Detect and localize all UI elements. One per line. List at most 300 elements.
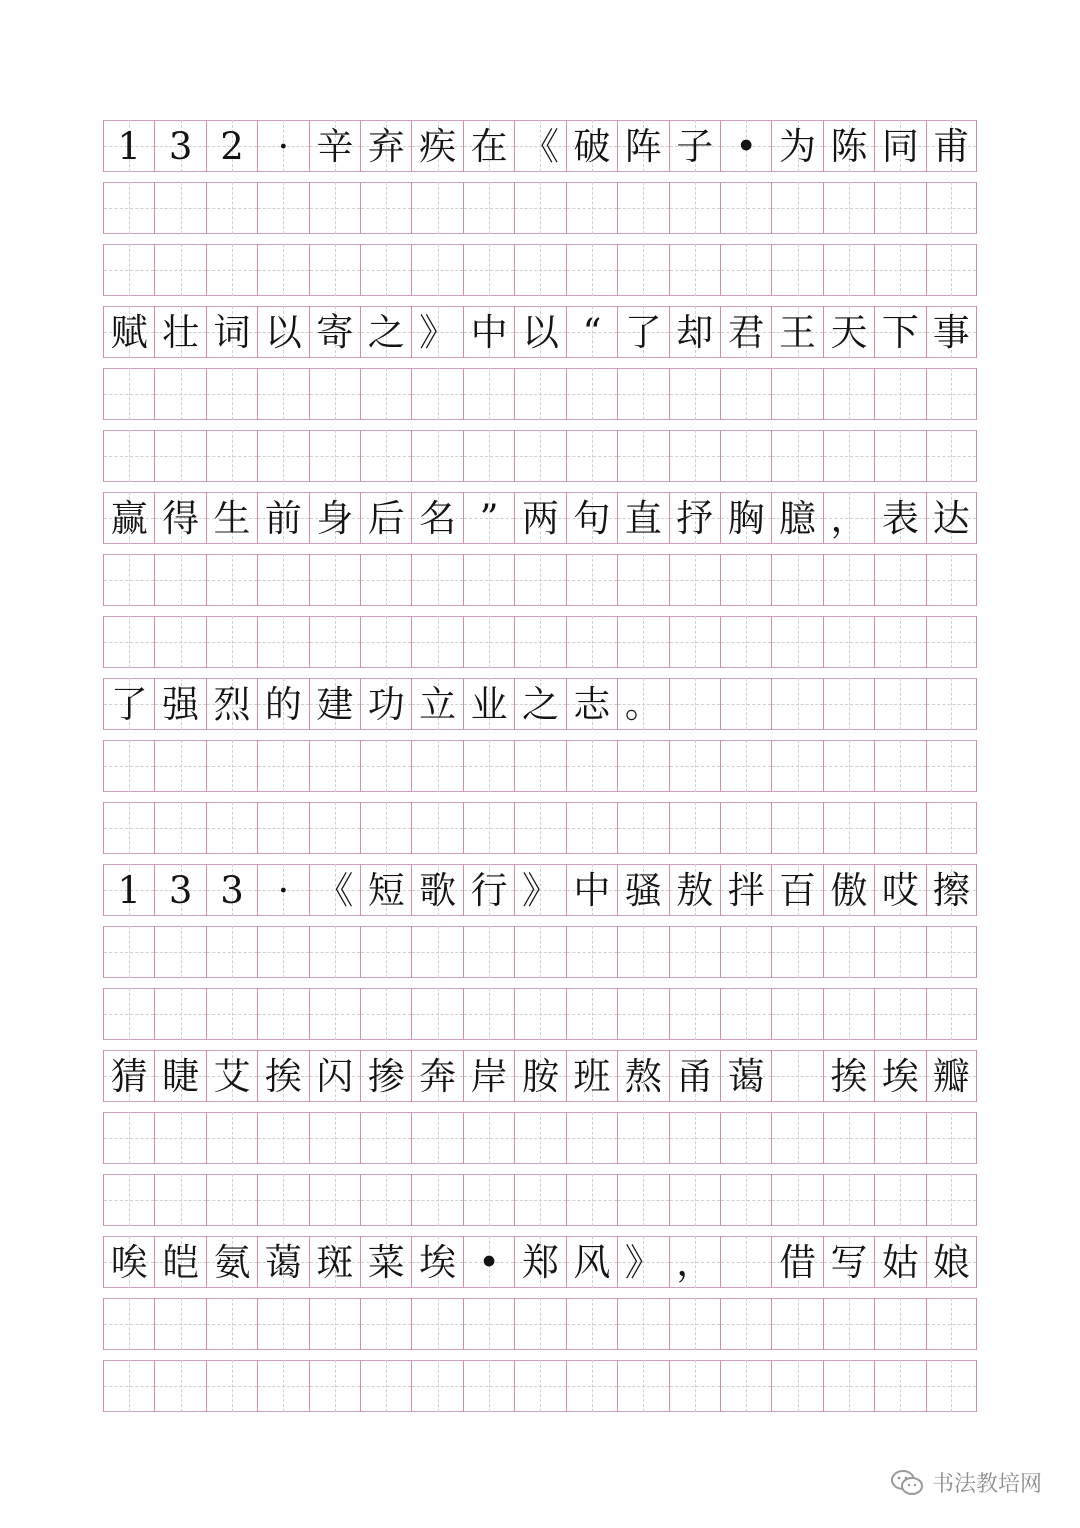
- character: 奔: [419, 1054, 457, 1098]
- grid-cell: [874, 182, 925, 234]
- grid-cell: [823, 368, 874, 420]
- character: 建: [316, 682, 354, 726]
- grid-cell: [823, 678, 874, 730]
- grid-cell: [463, 306, 514, 358]
- grid-cell: [617, 678, 668, 730]
- grid-cell: [206, 864, 257, 916]
- character: 甫: [932, 124, 970, 168]
- grid-cell: [566, 430, 617, 482]
- grid-cell: [154, 554, 205, 606]
- grid-cell: [154, 926, 205, 978]
- character: 在: [470, 124, 508, 168]
- grid-cell: [360, 1112, 411, 1164]
- character: 中: [470, 310, 508, 354]
- grid-cell: [360, 430, 411, 482]
- grid-cell: [720, 740, 771, 792]
- grid-cell: [206, 120, 257, 172]
- character: 得: [162, 496, 200, 540]
- text-row: [103, 678, 977, 730]
- grid-cell: [514, 182, 565, 234]
- grid-cell: [926, 492, 977, 544]
- character: 擦: [932, 868, 970, 912]
- grid-cell: [463, 368, 514, 420]
- grid-cell: [874, 616, 925, 668]
- grid-cell: [771, 430, 822, 482]
- character: 唉: [110, 1240, 148, 1284]
- grid-cell: [360, 864, 411, 916]
- character: 了: [110, 682, 148, 726]
- blank-row: [103, 244, 977, 296]
- grid-cell: [360, 616, 411, 668]
- grid-cell: [566, 492, 617, 544]
- blank-row: [103, 988, 977, 1040]
- grid-cell: [154, 430, 205, 482]
- grid-cell: [720, 182, 771, 234]
- grid-cell: [257, 1236, 308, 1288]
- character: 陈: [830, 124, 868, 168]
- grid-cell: [309, 1360, 360, 1412]
- grid-cell: [514, 1360, 565, 1412]
- grid-cell: [463, 554, 514, 606]
- grid-cell: [257, 926, 308, 978]
- grid-cell: [874, 492, 925, 544]
- grid-cell: [206, 1112, 257, 1164]
- grid-cell: [926, 244, 977, 296]
- grid-cell: [360, 120, 411, 172]
- grid-cell: [257, 1050, 308, 1102]
- watermark-text: 书法教培网: [931, 1472, 1042, 1497]
- grid-cell: [206, 306, 257, 358]
- grid-cell: [617, 1112, 668, 1164]
- grid-cell: [309, 1050, 360, 1102]
- grid-cell: [411, 678, 462, 730]
- grid-cell: [309, 1236, 360, 1288]
- grid-cell: [103, 492, 154, 544]
- grid-cell: [720, 554, 771, 606]
- grid-cell: [669, 306, 720, 358]
- character: 蔼: [727, 1054, 765, 1098]
- character: 词: [213, 310, 251, 354]
- wechat-icon: [890, 1469, 924, 1497]
- grid-cell: [463, 926, 514, 978]
- grid-cell: [103, 430, 154, 482]
- grid-cell: [926, 988, 977, 1040]
- grid-cell: [514, 1050, 565, 1102]
- grid-cell: [669, 554, 720, 606]
- grid-cell: [103, 926, 154, 978]
- grid-cell: [874, 678, 925, 730]
- grid-cell: [463, 430, 514, 482]
- grid-cell: [360, 1174, 411, 1226]
- grid-cell: [617, 554, 668, 606]
- grid-cell: [411, 182, 462, 234]
- character: 天: [830, 310, 868, 354]
- grid-cell: [617, 120, 668, 172]
- grid-cell: [771, 740, 822, 792]
- grid-cell: [103, 988, 154, 1040]
- character: ，: [830, 496, 868, 540]
- grid-cell: [103, 120, 154, 172]
- grid-cell: [463, 802, 514, 854]
- grid-cell: [103, 306, 154, 358]
- grid-cell: [771, 1112, 822, 1164]
- grid-cell: [823, 1236, 874, 1288]
- grid-cell: [514, 554, 565, 606]
- character: 子: [676, 124, 714, 168]
- grid-cell: [617, 182, 668, 234]
- grid-cell: [566, 802, 617, 854]
- grid-cell: [463, 1174, 514, 1226]
- grid-cell: [154, 1360, 205, 1412]
- grid-cell: [514, 492, 565, 544]
- grid-cell: [411, 616, 462, 668]
- grid-cell: [154, 1112, 205, 1164]
- grid-cell: [154, 616, 205, 668]
- grid-cell: [206, 1298, 257, 1350]
- grid-cell: [926, 182, 977, 234]
- grid-cell: [309, 802, 360, 854]
- character: 百: [779, 868, 817, 912]
- character: 挨: [830, 1054, 868, 1098]
- grid-cell: [926, 926, 977, 978]
- character: [670, 678, 720, 730]
- character: 《: [521, 124, 559, 168]
- grid-cell: [823, 430, 874, 482]
- grid-cell: [206, 1236, 257, 1288]
- grid-cell: [206, 368, 257, 420]
- grid-cell: [103, 802, 154, 854]
- character: 赋: [110, 310, 148, 354]
- character: 埃: [881, 1054, 919, 1098]
- character: 弃: [367, 124, 405, 168]
- grid-cell: [257, 1298, 308, 1350]
- grid-cell: [617, 1050, 668, 1102]
- character: 胺: [521, 1054, 559, 1098]
- grid-cell: [617, 926, 668, 978]
- character: 以: [264, 310, 302, 354]
- grid-cell: [514, 1174, 565, 1226]
- grid-cell: [257, 802, 308, 854]
- grid-cell: [874, 368, 925, 420]
- grid-cell: [514, 1112, 565, 1164]
- grid-cell: [257, 492, 308, 544]
- grid-cell: [411, 1360, 462, 1412]
- grid-cell: [257, 1112, 308, 1164]
- character: [721, 1236, 771, 1288]
- grid-cell: [360, 678, 411, 730]
- grid-cell: [103, 182, 154, 234]
- grid-cell: [926, 1236, 977, 1288]
- character: 功: [367, 682, 405, 726]
- grid-cell: [514, 244, 565, 296]
- grid-cell: [103, 1112, 154, 1164]
- grid-cell: [411, 306, 462, 358]
- character: 的: [264, 682, 302, 726]
- character: 3: [168, 124, 193, 168]
- grid-cell: [823, 244, 874, 296]
- grid-cell: [257, 864, 308, 916]
- grid-cell: [309, 1112, 360, 1164]
- grid-cell: [514, 802, 565, 854]
- grid-cell: [823, 1298, 874, 1350]
- grid-cell: [514, 306, 565, 358]
- grid-cell: [720, 244, 771, 296]
- grid-cell: [926, 740, 977, 792]
- grid-cell: [823, 120, 874, 172]
- grid-cell: [514, 120, 565, 172]
- grid-cell: [360, 802, 411, 854]
- grid-cell: [411, 1236, 462, 1288]
- character: 3: [220, 868, 244, 912]
- grid-cell: [411, 988, 462, 1040]
- grid-cell: [360, 1360, 411, 1412]
- grid-cell: [154, 182, 205, 234]
- character: 甬: [676, 1054, 714, 1098]
- grid-cell: [360, 492, 411, 544]
- grid-cell: [309, 678, 360, 730]
- grid-cell: [720, 616, 771, 668]
- grid-cell: [514, 740, 565, 792]
- grid-cell: [463, 1360, 514, 1412]
- character: 中: [573, 868, 611, 912]
- grid-cell: [514, 864, 565, 916]
- grid-cell: [669, 182, 720, 234]
- grid-cell: [874, 1298, 925, 1350]
- grid-cell: [360, 368, 411, 420]
- grid-cell: [206, 182, 257, 234]
- character: 郑: [521, 1240, 559, 1284]
- grid-cell: [309, 368, 360, 420]
- blank-row: [103, 1360, 977, 1412]
- character: 破: [573, 124, 611, 168]
- grid-cell: [309, 182, 360, 234]
- character: 拌: [727, 868, 765, 912]
- grid-cell: [411, 554, 462, 606]
- grid-cell: [669, 1360, 720, 1412]
- grid-cell: [926, 802, 977, 854]
- character: 猜: [110, 1054, 148, 1098]
- grid-cell: [720, 864, 771, 916]
- blank-row: [103, 182, 977, 234]
- grid-cell: [926, 368, 977, 420]
- grid-cell: [617, 988, 668, 1040]
- grid-cell: [926, 554, 977, 606]
- character: [772, 1050, 822, 1102]
- character: 了: [624, 310, 662, 354]
- character: [927, 678, 976, 730]
- character: 生: [213, 496, 251, 540]
- grid-cell: [309, 740, 360, 792]
- grid-cell: [411, 864, 462, 916]
- grid-cell: [669, 492, 720, 544]
- grid-cell: [514, 616, 565, 668]
- grid-cell: [206, 926, 257, 978]
- grid-cell: [720, 678, 771, 730]
- grid-cell: [566, 1360, 617, 1412]
- grid-cell: [257, 244, 308, 296]
- grid-cell: [360, 988, 411, 1040]
- grid-cell: [411, 492, 462, 544]
- grid-cell: [463, 1050, 514, 1102]
- character: 1: [117, 868, 141, 912]
- grid-cell: [720, 1360, 771, 1412]
- blank-row: [103, 368, 977, 420]
- character: 短: [367, 868, 405, 912]
- grid-cell: [154, 802, 205, 854]
- character: 抒: [676, 496, 714, 540]
- grid-cell: [257, 988, 308, 1040]
- grid-cell: [360, 1298, 411, 1350]
- grid-cell: [154, 492, 205, 544]
- grid-cell: [720, 1112, 771, 1164]
- grid-cell: [669, 1236, 720, 1288]
- grid-cell: [309, 926, 360, 978]
- grid-cell: [771, 368, 822, 420]
- character: [875, 678, 925, 730]
- text-row: [103, 1236, 977, 1288]
- grid-cell: [823, 554, 874, 606]
- grid-cell: [103, 1360, 154, 1412]
- grid-cell: [669, 616, 720, 668]
- character: 同: [881, 124, 919, 168]
- character: 身: [316, 496, 354, 540]
- grid-cell: [823, 492, 874, 544]
- grid-cell: [720, 430, 771, 482]
- character: 下: [881, 310, 919, 354]
- grid-cell: [669, 678, 720, 730]
- character: 骚: [624, 868, 662, 912]
- character: 岸: [470, 1054, 508, 1098]
- character: 名: [419, 496, 457, 540]
- grid-cell: [154, 1298, 205, 1350]
- grid-cell: [926, 1174, 977, 1226]
- grid-cell: [411, 1112, 462, 1164]
- character: 疾: [419, 124, 457, 168]
- grid-cell: [926, 1298, 977, 1350]
- grid-cell: [411, 740, 462, 792]
- grid-cell: [771, 492, 822, 544]
- grid-cell: [411, 1050, 462, 1102]
- grid-cell: [103, 864, 154, 916]
- grid-cell: [823, 802, 874, 854]
- grid-cell: [154, 740, 205, 792]
- grid-cell: [926, 1360, 977, 1412]
- grid-cell: [926, 864, 977, 916]
- character: 强: [162, 682, 200, 726]
- blank-row: [103, 554, 977, 606]
- grid-cell: [566, 1112, 617, 1164]
- grid-cell: [874, 244, 925, 296]
- character: 熬: [624, 1054, 662, 1098]
- grid-cell: [566, 988, 617, 1040]
- blank-row: [103, 740, 977, 792]
- grid-cell: [103, 1298, 154, 1350]
- grid-cell: [257, 616, 308, 668]
- character: ·: [277, 868, 290, 912]
- character: 之: [521, 682, 559, 726]
- character: 》: [419, 310, 457, 354]
- grid-cell: [463, 1298, 514, 1350]
- character: 表: [881, 496, 919, 540]
- grid-cell: [823, 306, 874, 358]
- character: 3: [168, 868, 193, 912]
- grid-cell: [309, 306, 360, 358]
- character: 前: [264, 496, 302, 540]
- grid-cell: [257, 1360, 308, 1412]
- character: •: [735, 124, 758, 168]
- character: 娘: [932, 1240, 970, 1284]
- grid-cell: [206, 244, 257, 296]
- character: 2: [220, 124, 244, 168]
- grid-cell: [360, 740, 411, 792]
- grid-cell: [309, 864, 360, 916]
- blank-row: [103, 802, 977, 854]
- character: 写: [830, 1240, 868, 1284]
- grid-cell: [771, 1174, 822, 1226]
- grid-cell: [669, 1112, 720, 1164]
- grid-cell: [720, 1174, 771, 1226]
- grid-cell: [669, 740, 720, 792]
- grid-cell: [771, 926, 822, 978]
- grid-cell: [617, 802, 668, 854]
- character: [721, 678, 771, 730]
- character: 直: [624, 496, 662, 540]
- grid-cell: [154, 1174, 205, 1226]
- character: 1: [117, 124, 141, 168]
- grid-cell: [720, 1236, 771, 1288]
- grid-cell: [771, 802, 822, 854]
- character: “: [582, 310, 602, 354]
- grid-cell: [823, 740, 874, 792]
- grid-cell: [360, 926, 411, 978]
- grid-cell: [566, 120, 617, 172]
- grid-cell: [360, 1050, 411, 1102]
- grid-cell: [154, 306, 205, 358]
- grid-cell: [720, 368, 771, 420]
- grid-cell: [720, 988, 771, 1040]
- character: 辛: [316, 124, 354, 168]
- text-row: [103, 864, 977, 916]
- grid-cell: [669, 120, 720, 172]
- character: 班: [573, 1054, 611, 1098]
- character: 达: [932, 496, 970, 540]
- grid-cell: [309, 988, 360, 1040]
- character: 句: [573, 496, 611, 540]
- character: 》: [521, 868, 559, 912]
- grid-cell: [566, 1298, 617, 1350]
- grid-cell: [154, 678, 205, 730]
- grid-cell: [206, 616, 257, 668]
- grid-cell: [463, 492, 514, 544]
- character: 王: [779, 310, 817, 354]
- character: 氨: [213, 1240, 251, 1284]
- grid-cell: [617, 1174, 668, 1226]
- grid-cell: [617, 616, 668, 668]
- grid-cell: [257, 306, 308, 358]
- character: 歌: [419, 868, 457, 912]
- character: 却: [676, 310, 714, 354]
- grid-cell: [926, 430, 977, 482]
- grid-cell: [206, 430, 257, 482]
- grid-cell: [309, 492, 360, 544]
- grid-cell: [720, 1298, 771, 1350]
- grid-cell: [257, 430, 308, 482]
- grid-cell: [206, 988, 257, 1040]
- character: 君: [727, 310, 765, 354]
- character: 臆: [779, 496, 817, 540]
- grid-cell: [771, 678, 822, 730]
- grid-cell: [206, 802, 257, 854]
